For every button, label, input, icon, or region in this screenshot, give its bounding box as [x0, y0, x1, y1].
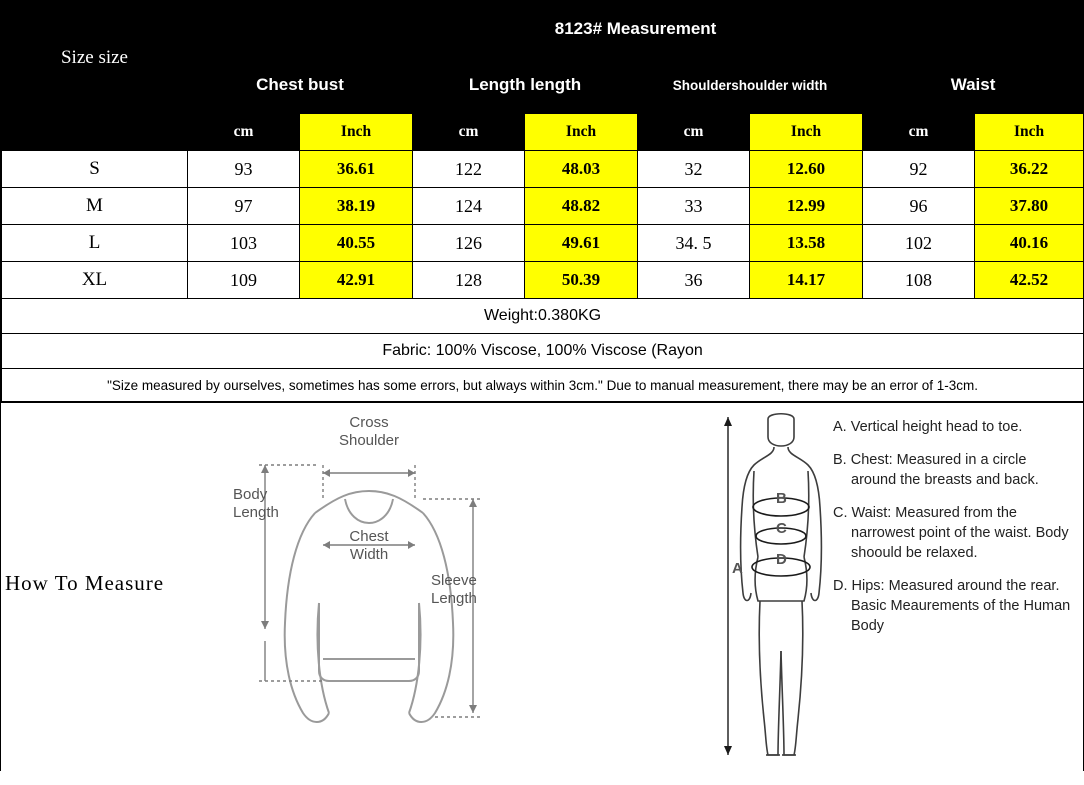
unit-cell-length-inch: Inch	[525, 114, 638, 151]
group-header-length: Length length	[413, 57, 638, 114]
group-header-waist: Waist	[863, 57, 1084, 114]
body-figure-svg	[716, 411, 846, 766]
legend-item-c: C. Waist: Measured from the narrowest point of the waist. Body shoould be relaxed.	[833, 505, 1069, 561]
cell-shoulder-inch: 12.99	[750, 188, 863, 225]
body-figure-diagram	[716, 411, 846, 766]
disclaimer-note: "Size measured by ourselves, sometimes has some errors, but always within 3cm." Due to manual measurement, there may be an error of 1-3cm.	[2, 369, 1084, 402]
size-column-header: Size size	[2, 2, 188, 114]
unit-cell-waist-cm: cm	[863, 114, 975, 151]
group-header-chest: Chest bust	[188, 57, 413, 114]
cell-length-inch: 49.61	[525, 225, 638, 262]
how-to-measure-title: How To Measure	[5, 571, 165, 595]
garment-diagram	[219, 413, 519, 773]
cell-chest-cm: 109	[188, 262, 300, 299]
cell-waist-cm: 108	[863, 262, 975, 299]
cell-shoulder-inch: 13.58	[750, 225, 863, 262]
legend-item-d: D. Hips: Measured around the rear. Basic Meaurements of the Human Body	[833, 578, 1071, 634]
body-marker-c: C	[776, 520, 787, 537]
label-chest-width-2: Width	[349, 546, 389, 563]
table-row	[2, 151, 1084, 188]
unit-cell-length-cm: cm	[413, 114, 525, 151]
table-row	[2, 262, 1084, 299]
cell-length-inch: 48.82	[525, 188, 638, 225]
cell-chest-inch: 36.61	[300, 151, 413, 188]
table-row	[2, 188, 1084, 225]
body-marker-d: D	[776, 551, 787, 568]
cell-length-cm: 122	[413, 151, 525, 188]
label-chest-width-1: Chest	[349, 528, 389, 545]
unit-cell-shoulder-cm: cm	[638, 114, 750, 151]
cell-chest-cm: 93	[188, 151, 300, 188]
table-row	[2, 225, 1084, 262]
cell-length-cm: 124	[413, 188, 525, 225]
label-sleeve-length-1: Sleeve	[431, 572, 477, 589]
weight-note-row	[2, 299, 1084, 334]
unit-cell-waist-inch: Inch	[975, 114, 1084, 151]
fabric-note-row	[2, 334, 1084, 369]
cell-shoulder-cm: 34. 5	[638, 225, 750, 262]
label-sleeve-length-2: Length	[431, 590, 477, 607]
cell-chest-cm: 97	[188, 188, 300, 225]
disclaimer-row	[2, 369, 1084, 402]
legend-item-a: A. Vertical height head to toe.	[833, 419, 1023, 435]
cell-waist-inch: 36.22	[975, 151, 1084, 188]
body-marker-b: B	[776, 490, 787, 507]
cell-chest-inch: 40.55	[300, 225, 413, 262]
cell-waist-inch: 37.80	[975, 188, 1084, 225]
cell-waist-inch: 40.16	[975, 225, 1084, 262]
fabric-note: Fabric: 100% Viscose, 100% Viscose (Rayon	[2, 334, 1084, 369]
row-size-label: M	[2, 188, 188, 225]
cell-waist-cm: 102	[863, 225, 975, 262]
garment-diagram-svg	[219, 413, 519, 773]
cell-length-inch: 50.39	[525, 262, 638, 299]
row-size-label: L	[2, 225, 188, 262]
cell-waist-inch: 42.52	[975, 262, 1084, 299]
body-marker-a: A	[732, 560, 743, 577]
cell-shoulder-inch: 12.60	[750, 151, 863, 188]
cell-length-inch: 48.03	[525, 151, 638, 188]
label-body-length-1: Body	[233, 486, 268, 503]
cell-shoulder-cm: 33	[638, 188, 750, 225]
weight-note: Weight:0.380KG	[2, 299, 1084, 334]
cell-chest-inch: 38.19	[300, 188, 413, 225]
cell-length-cm: 128	[413, 262, 525, 299]
cell-waist-cm: 92	[863, 151, 975, 188]
cell-shoulder-inch: 14.17	[750, 262, 863, 299]
cell-length-cm: 126	[413, 225, 525, 262]
unit-cell-blank	[2, 114, 188, 151]
unit-cell-shoulder-inch: Inch	[750, 114, 863, 151]
table-title: 8123# Measurement	[188, 2, 1084, 57]
unit-cell-chest-cm: cm	[188, 114, 300, 151]
label-cross-shoulder-2: Shoulder	[338, 432, 400, 449]
label-body-length-2: Length	[233, 504, 279, 521]
group-header-shoulder: Shouldershoulder width	[638, 57, 863, 114]
cell-shoulder-cm: 32	[638, 151, 750, 188]
measurement-table	[1, 1, 1084, 402]
table-unit-row	[2, 114, 1084, 151]
row-size-label: S	[2, 151, 188, 188]
cell-shoulder-cm: 36	[638, 262, 750, 299]
unit-cell-chest-inch: Inch	[300, 114, 413, 151]
cell-chest-cm: 103	[188, 225, 300, 262]
measurement-legend	[833, 417, 1075, 636]
table-title-row	[2, 2, 1084, 57]
cell-chest-inch: 42.91	[300, 262, 413, 299]
how-to-measure-panel	[1, 402, 1083, 785]
cell-waist-cm: 96	[863, 188, 975, 225]
row-size-label: XL	[2, 262, 188, 299]
legend-item-b: B. Chest: Measured in a circle around the breasts and back.	[833, 452, 1039, 488]
label-cross-shoulder-1: Cross	[349, 414, 389, 431]
